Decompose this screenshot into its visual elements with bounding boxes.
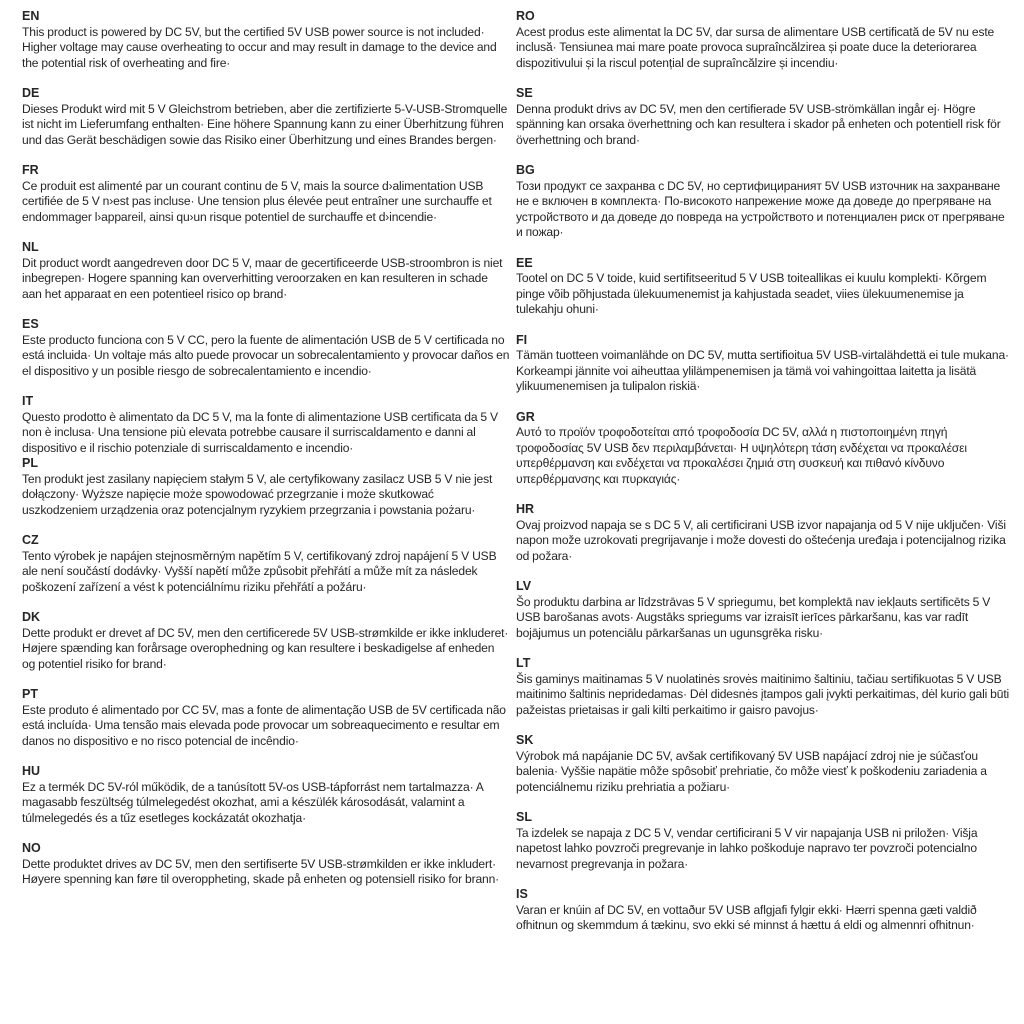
language-code-label: EE [516,255,533,270]
language-code-label: NO [22,841,41,855]
language-code-label: PL [22,456,38,470]
warning-text: Questo prodotto è alimentato da DC 5 V, ma la fonte di alimentazione USB certificata da 5 V non è inclusa· Una tensione più elevata potrebbe causare il surriscaldamento e danni al dispositivo e il rischio potenziale di surriscaldamento e incendio· [22,409,498,455]
language-section-es [22,317,510,379]
language-code-label: DE [22,86,40,100]
warning-text: Ez a termék DC 5V-ról működik, de a tanúsított 5V-os USB-tápforrást nem tartalmazza· A magasabb feszültség túlmelegedést okozhat, ami a készülék károsodását, valamint a túlmelegedés és a tűz esetleges kockázatát okozhatja· [22,779,484,825]
warning-text: Este produto é alimentado por CC 5V, mas a fonte de alimentação USB de 5V certificada não está incluída· Uma tensão mais elevada pode provocar um sobreaquecimento e resultar em danos no dispositivo e no risco potencial de incêndio· [22,702,506,748]
language-code-label: LT [516,656,531,670]
warning-text: Dieses Produkt wird mit 5 V Gleichstrom betrieben, aber die zertifizierte 5-V-USB-Stromquelle ist nicht im Lieferumfang enthalten· Eine höhere Spannung kann zu einer Überhitzung führen und das Gerät beschädigen sowie das Risiko einer Überhitzung und eines Brandes bergen· [22,101,508,147]
warning-text: Dit product wordt aangedreven door DC 5 V, maar de gecertificeerde USB-stroombron is niet inbegrepen· Hogere spanning kan oververhitting veroorzaken en kan resulteren in schade aan het apparaat en een potentieel risico op brand· [22,255,503,301]
language-code-label: GR [516,409,535,424]
language-code-label: LV [516,579,532,593]
language-section-pl [22,456,510,518]
warning-text: This product is powered by DC 5V, but the certified 5V USB power source is not included· Higher voltage may cause overheating to occur and may result in damage to the device and the potential risk of overheating and fire· [22,24,497,70]
language-section-hu [22,764,510,826]
language-code-label: PT [22,687,38,701]
language-section-is [516,887,1012,934]
language-code-label: FR [22,163,39,177]
warning-text: Dette produkt er drevet af DC 5V, men den certificerede 5V USB-strømkilde er ikke inkluderet· Højere spænding kan forårsage overophedning og kan resultere i beskadigelse af enheden og potentiel risiko for brand· [22,625,509,671]
language-code-label: SK [516,733,534,747]
language-section-fi [516,333,1012,395]
warning-text: Ce produit est alimenté par un courant continu de 5 V, mais la source d›alimentation USB certifiée de 5 V n›est pas incluse· Une tension plus élevée peut entraîner une surchauffe et endommager l›appareil, ainsi qu›un risque potentiel de surchauffe et d›incendie· [22,178,492,224]
language-code-label: ES [22,317,39,331]
warning-text: Varan er knúin af DC 5V, en vottaður 5V USB aflgjafi fylgir ekki· Hærri spenna gæti valdið ofhitnun og skemmdum á tækinu, svo ekki sé minnst á hættu á eldi og almennri ofhitnun· [516,902,977,932]
language-section-en [22,9,510,71]
language-section-lv [516,579,1012,641]
language-code-label: DK [22,610,41,624]
language-section-bg [516,163,1012,241]
language-section-gr [516,410,1012,488]
warning-text: Този продукт се захранва с DC 5V, но сертифицираният 5V USB източник на захранване не е включен в комплекта· По-високото напрежение може да доведе до прегряване на устройството и да доведе до повреда на устройството и потенциален риск от прегряване и пожар· [516,178,1005,239]
language-section-se [516,86,1012,148]
language-code-label: SE [516,86,533,100]
warning-text: Acest produs este alimentat la DC 5V, dar sursa de alimentare USB certificată de 5V nu este inclusă· Tensiunea mai mare poate provoca supraîncălzirea și poate duce la deteriorarea dispozitivului și la riscul potențial de supraîncălzire și incendiu· [516,24,995,70]
language-section-pt [22,687,510,749]
warning-text: Dette produktet drives av DC 5V, men den sertifiserte 5V USB-strømkilden er ikke inkludert· Høyere spenning kan føre til overoppheting, skade på enheten og potensiell risiko for brann· [22,856,500,886]
language-section-it [22,394,510,456]
language-code-label: EN [22,9,40,23]
warning-text: Ten produkt jest zasilany napięciem stałym 5 V, ale certyfikowany zasilacz USB 5 V nie jest dołączony· Wyższe napięcie może spowodować przegrzanie i może skutkować uszkodzeniem urządzenia oraz potencjalnym ryzykiem przegrzania i powstania pożaru· [22,471,493,517]
language-code-label: FI [516,332,528,347]
language-code-label: IT [22,394,34,408]
language-section-sk [516,733,1012,795]
language-code-label: SL [516,810,532,824]
language-section-sl [516,810,1012,872]
right-column [516,9,1012,1024]
language-section-de [22,86,510,148]
language-section-no [22,841,510,888]
warning-text: Denna produkt drivs av DC 5V, men den certifierade 5V USB-strömkällan ingår ej· Högre spänning kan orsaka överhettning och kan resultera i skador på enheten och potentiell risk för överhettning och brand· [516,101,1001,147]
language-section-dk [22,610,510,672]
warning-text: Ovaj proizvod napaja se s DC 5 V, ali certificirani USB izvor napajanja od 5 V nije uključen· Viši napon može uzrokovati pregrijavanje i može dovesti do oštećenja uređaja i potencijalnog rizika od požara· [516,517,1006,563]
warning-text: Este producto funciona con 5 V CC, pero la fuente de alimentación USB de 5 V certificada no está incluida· Un voltaje más alto puede provocar un sobrecalentamiento y provocar daños en el dispositivo y un posible riesgo de sobrecalentamiento e incendio· [22,332,510,378]
warning-text: Šis gaminys maitinamas 5 V nuolatinės srovės maitinimo šaltiniu, tačiau sertifikuotas 5 V USB maitinimo šaltinis nepridedamas· Dėl didesnės įtampos gali įvykti perkaitimas, dėl kurio gali būti pažeistas prietaisas ir gali kilti perkaitimo ir gaisro pavojus· [516,671,1010,717]
warning-text: Výrobok má napájanie DC 5V, avšak certifikovaný 5V USB napájací zdroj nie je súčasťou balenia· Vyššie napätie môže spôsobiť prehriatie, čo môže viesť k poškodeniu zariadenia a potenciálnemu riziku prehriatia a požiaru· [516,748,987,794]
language-section-cz [22,533,510,595]
language-section-lt [516,656,1012,718]
language-code-label: IS [516,887,528,901]
language-code-label: HR [516,502,535,516]
left-column [22,9,510,1024]
warning-text: Šo produktu darbina ar līdzstrāvas 5 V spriegumu, bet komplektā nav iekļauts sertificēts 5 V USB barošanas avots· Augstāks spriegums var izraisīt ierīces pārkaršanu, kas var radīt bojājumus un potenciālu pārkaršanas un ugunsgrēka risku· [516,594,991,640]
language-section-fr [22,163,510,225]
warning-text: Tento výrobek je napájen stejnosměrným napětím 5 V, certifikovaný zdroj napájení 5 V USB ale není součástí dodávky· Vyšší napětí může způsobit přehřátí a může mít za následek poškození zařízení a vést k potenciálnímu riziku přehřátí a požáru· [22,548,497,594]
language-code-label: RO [516,9,535,23]
language-section-ee [516,256,1012,318]
language-code-label: CZ [22,533,39,547]
warning-text: Tootel on DC 5 V toide, kuid sertifitseeritud 5 V USB toiteallikas ei kuulu komplekti· Kõrgem pinge võib põhjustada ülekuumenemist ja kahjustada seadet, viies ülekuumenemise ja tulekahju ohuni· [516,271,987,316]
warning-text: Tämän tuotteen voimanlähde on DC 5V, mutta sertifioitua 5V USB-virtalähdettä ei tule mukana· Korkeampi jännite voi aiheuttaa ylilämpenemisen ja tämä voi vahingoittaa laitetta ja lisätä ylikuumenemisen ja tulipalon riskiä· [516,348,1009,393]
language-section-ro [516,9,1012,71]
warning-text: Ta izdelek se napaja z DC 5 V, vendar certificirani 5 V vir napajanja USB ni priložen· Višja napetost lahko povzroči pregrevanje in lahko poškoduje napravo ter povzroči potencialno nevarnost pregrevanja in požara· [516,825,978,871]
language-section-hr [516,502,1012,564]
language-code-label: NL [22,240,39,254]
language-code-label: HU [22,764,41,778]
language-section-nl [22,240,510,302]
language-code-label: BG [516,163,535,177]
warning-text: Αυτό το προϊόν τροφοδοτείται από τροφοδοσία DC 5V, αλλά η πιστοποιημένη πηγή τροφοδοσίας 5V USB δεν περιλαμβάνεται· Η υψηλότερη τάση ενδέχεται να προκαλέσει υπερθέρμανση και ενδέχεται να προκαλέσει ζημιά στη συσκευή και πιθανό κίνδυνο υπερθέρμανσης και πυρκαγιάς· [516,425,967,486]
